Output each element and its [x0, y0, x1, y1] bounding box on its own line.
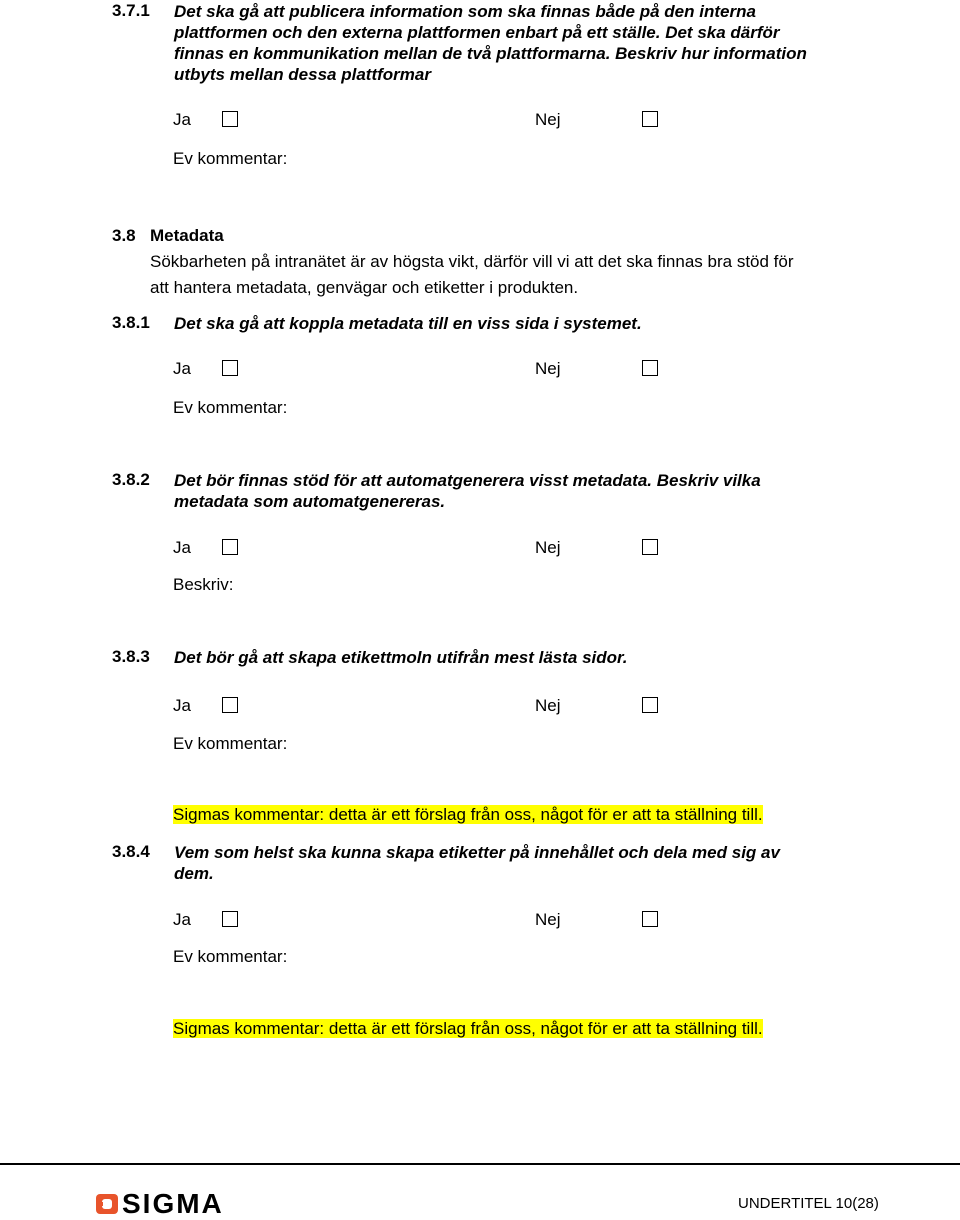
body-line: att hantera metadata, genvägar och etiketter i produkten.	[150, 278, 579, 297]
ja-checkbox[interactable]	[222, 539, 238, 555]
sigma-comment	[173, 1019, 763, 1039]
nej-label: Nej	[535, 910, 561, 929]
title-line: dem.	[174, 864, 214, 883]
title-line: Det bör finnas stöd för att automatgenerera visst metadata. Beskriv vilka	[174, 471, 761, 490]
sigma-comment-text: Sigmas kommentar: detta är ett förslag från oss, något för er att ta ställning till.	[173, 805, 763, 824]
section-title-3-8-3: Det bör gå att skapa etikettmoln utifrån mest lästa sidor.	[174, 648, 628, 667]
title-line: finnas en kommunikation mellan de två plattformarna. Beskriv hur information	[174, 44, 807, 63]
nej-checkbox[interactable]	[642, 697, 658, 713]
footer-divider	[0, 1163, 960, 1165]
ja-checkbox[interactable]	[222, 911, 238, 927]
section-number-3-8-1: 3.8.1	[112, 313, 150, 332]
nej-checkbox[interactable]	[642, 111, 658, 127]
title-line: metadata som automatgenereras.	[174, 492, 446, 511]
section-number-3-8-4: 3.8.4	[112, 842, 150, 861]
footer-page-info: UNDERTITEL 10(28)	[738, 1195, 879, 1212]
sigma-logo-text: SIGMA	[122, 1188, 224, 1219]
comment-label: Ev kommentar:	[173, 734, 288, 753]
ja-label: Ja	[173, 910, 191, 929]
nej-checkbox[interactable]	[642, 360, 658, 376]
comment-label: Ev kommentar:	[173, 398, 288, 417]
title-line: Det ska gå att publicera information som ska finnas både på den interna	[174, 2, 756, 21]
ja-checkbox[interactable]	[222, 697, 238, 713]
section-number-3-8-2: 3.8.2	[112, 470, 150, 489]
ja-checkbox[interactable]	[222, 111, 238, 127]
section-number-3-8-3: 3.8.3	[112, 647, 150, 666]
section-title-3-8-1: Det ska gå att koppla metadata till en viss sida i systemet.	[174, 314, 642, 333]
sigma-comment	[173, 805, 763, 825]
nej-label: Nej	[535, 696, 561, 715]
section-title-3-8: Metadata	[150, 226, 224, 245]
comment-label: Ev kommentar:	[173, 947, 288, 966]
nej-label: Nej	[535, 538, 561, 557]
ja-label: Ja	[173, 359, 191, 378]
sigma-logo-icon	[96, 1192, 120, 1216]
ja-checkbox[interactable]	[222, 360, 238, 376]
ja-label: Ja	[173, 696, 191, 715]
ja-label: Ja	[173, 110, 191, 129]
title-line: Vem som helst ska kunna skapa etiketter på innehållet och dela med sig av	[174, 843, 780, 862]
nej-checkbox[interactable]	[642, 539, 658, 555]
nej-label: Nej	[535, 110, 561, 129]
section-title-3-7-1	[174, 1, 874, 85]
sigma-comment-text: Sigmas kommentar: detta är ett förslag från oss, något för er att ta ställning till.	[173, 1019, 763, 1038]
section-body-3-8	[150, 249, 870, 301]
ja-label: Ja	[173, 538, 191, 557]
comment-label: Ev kommentar:	[173, 149, 288, 168]
section-title-3-8-4	[174, 842, 874, 884]
nej-checkbox[interactable]	[642, 911, 658, 927]
describe-label: Beskriv:	[173, 575, 234, 594]
section-number-3-7-1: 3.7.1	[112, 1, 150, 20]
section-title-3-8-2	[174, 470, 874, 512]
title-line: utbyts mellan dessa plattformar	[174, 65, 431, 84]
sigma-logo	[96, 1190, 224, 1218]
section-number-3-8: 3.8	[112, 226, 136, 245]
body-line: Sökbarheten på intranätet är av högsta vikt, därför vill vi att det ska finnas bra stöd för	[150, 252, 794, 271]
title-line: plattformen och den externa plattformen enbart på ett ställe. Det ska därför	[174, 23, 780, 42]
nej-label: Nej	[535, 359, 561, 378]
